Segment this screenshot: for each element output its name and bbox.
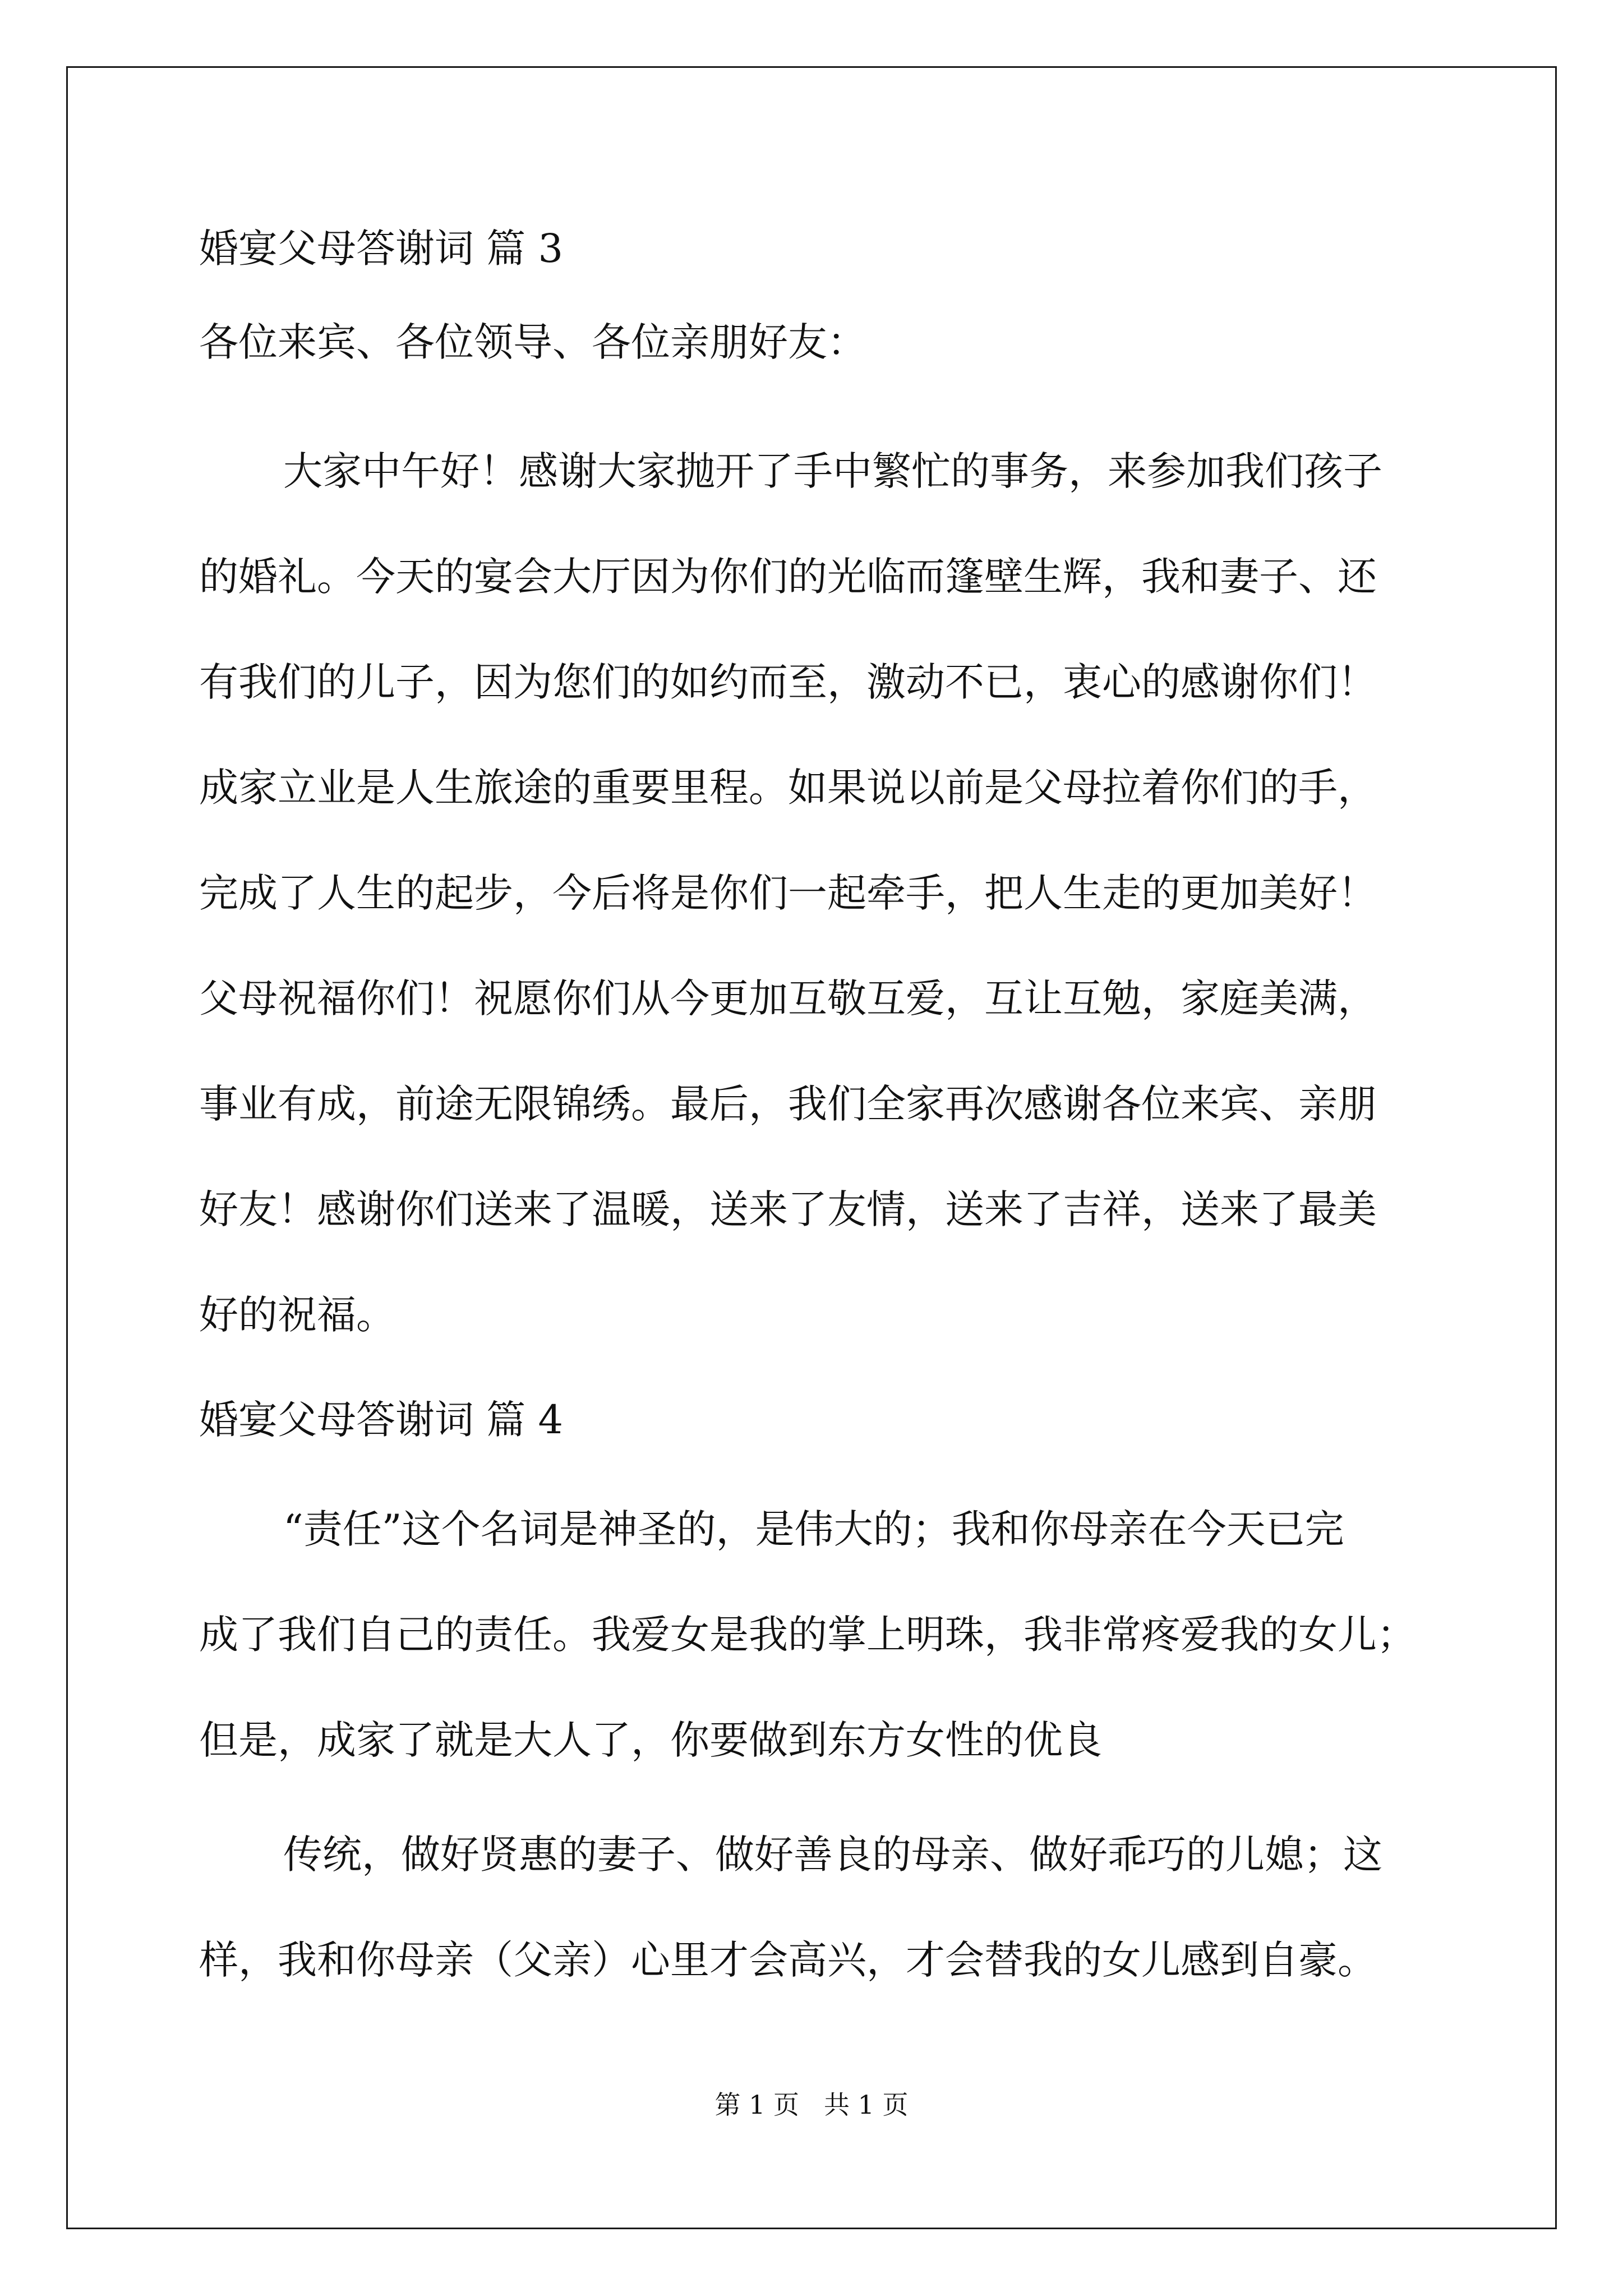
paragraph-line: 大家中午好！感谢大家抛开了手中繁忙的事务，来参加我们孩子: [283, 448, 1382, 494]
page-footer: [0, 2088, 1623, 2122]
page-number: 第 1 页: [714, 2090, 799, 2120]
section-heading: 婚宴父母答谢词 篇 4: [199, 1397, 564, 1443]
paragraph-line: 好友！感谢你们送来了温暖，送来了友情，送来了吉祥，送来了最美: [199, 1186, 1377, 1232]
paragraph-line: “责任”这个名词是神圣的，是伟大的；我和你母亲在今天已完: [283, 1506, 1344, 1552]
paragraph-line: 样，我和你母亲（父亲）心里才会高兴，才会替我的女儿感到自豪。: [199, 1937, 1377, 1983]
paragraph-line: 传统，做好贤惠的妻子、做好善良的母亲、做好乖巧的儿媳；这: [283, 1832, 1382, 1878]
salutation-line: 各位来宾、各位领导、各位亲朋好友：: [199, 319, 866, 365]
paragraph-line: 好的祝福。: [199, 1292, 395, 1338]
paragraph-line: 成了我们自己的责任。我爱女是我的掌上明珠，我非常疼爱我的女儿；: [199, 1612, 1416, 1658]
paragraph-line: 但是，成家了就是大人了，你要做到东方女性的优良: [199, 1717, 1102, 1763]
paragraph-line: 成家立业是人生旅途的重要里程。如果说以前是父母拉着你们的手，: [199, 765, 1377, 811]
paragraph-line: 事业有成，前途无限锦绣。最后，我们全家再次感谢各位来宾、亲朋: [199, 1081, 1377, 1127]
section-heading: 婚宴父母答谢词 篇 3: [199, 226, 564, 272]
page-total: 共 1 页: [824, 2090, 909, 2120]
paragraph-line: 的婚礼。今天的宴会大厅因为你们的光临而篷壁生辉，我和妻子、还: [199, 554, 1377, 600]
paragraph-line: 父母祝福你们！祝愿你们从今更加互敬互爱，互让互勉，家庭美满，: [199, 976, 1377, 1022]
paragraph-line: 有我们的儿子，因为您们的如约而至，激动不已，衷心的感谢你们！: [199, 659, 1377, 705]
page-border: [66, 66, 1557, 2229]
paragraph-line: 完成了人生的起步，今后将是你们一起牵手，把人生走的更加美好！: [199, 870, 1377, 916]
